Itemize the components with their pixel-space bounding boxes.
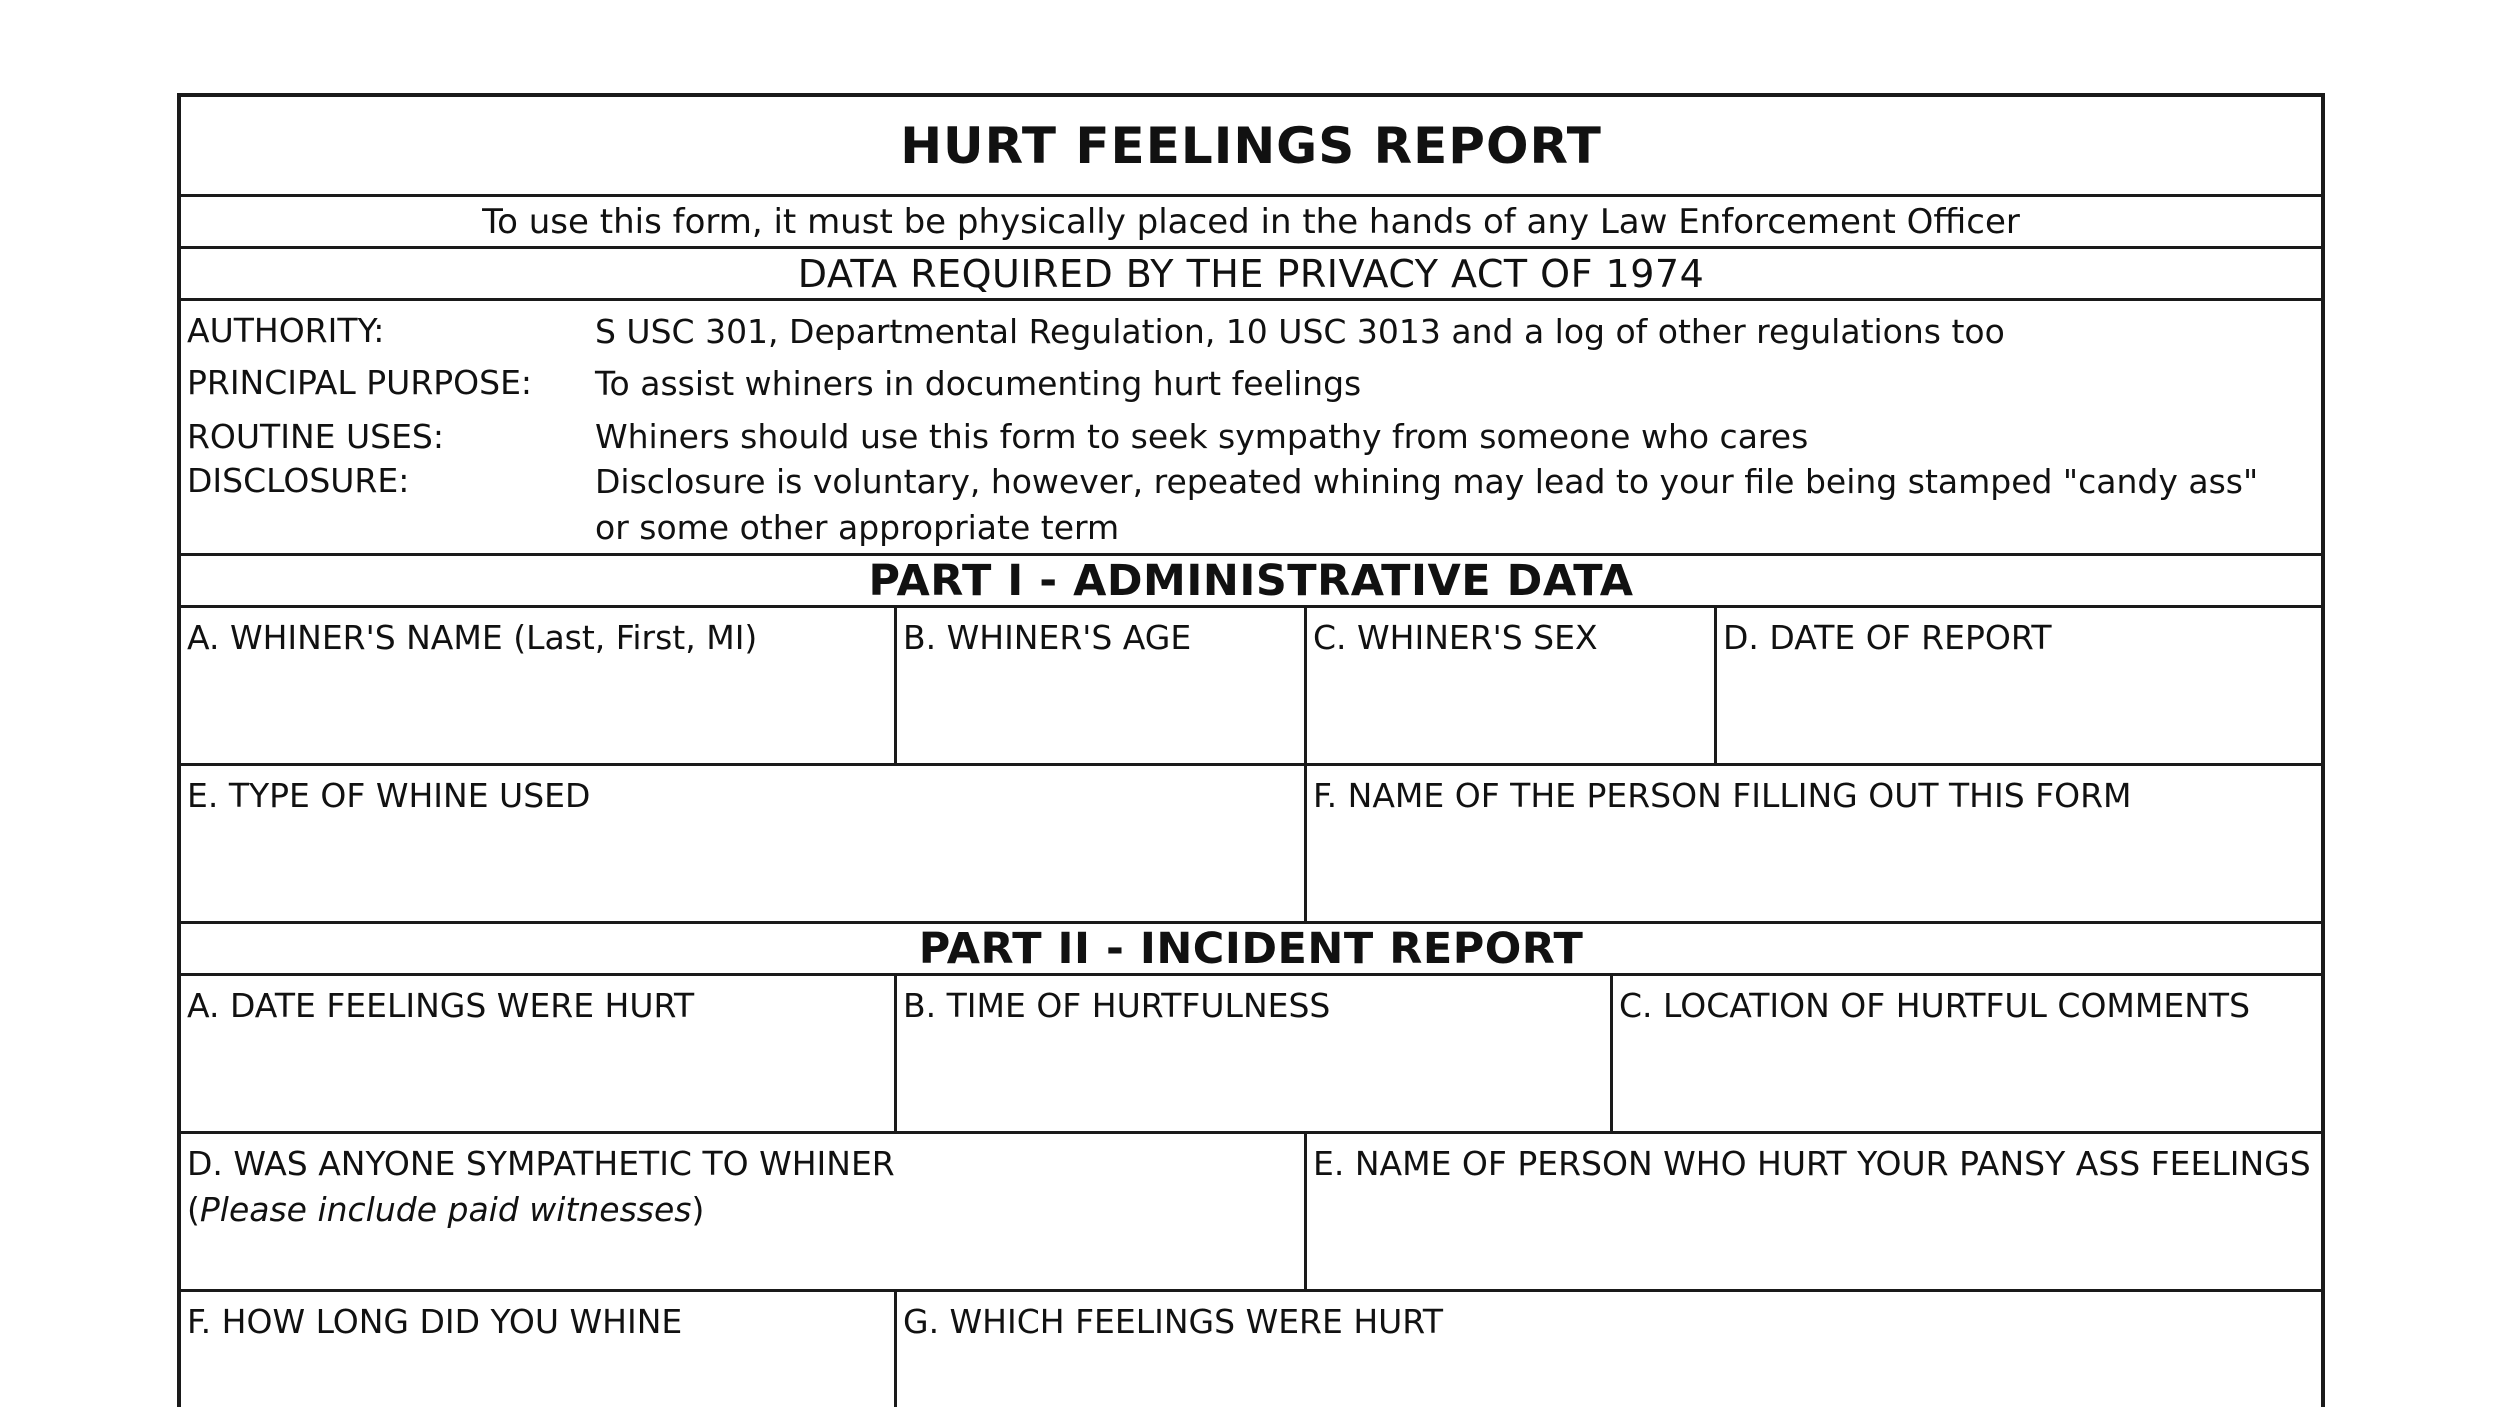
privacy-row	[181, 249, 2321, 301]
title-row	[181, 97, 2321, 197]
part1-row2	[181, 766, 2321, 924]
feelings-hurt-field[interactable]	[897, 1292, 2321, 1407]
offender-name-label: E. NAME OF PERSON WHO HURT YOUR PANSY ASS FEELINGS	[1313, 1144, 2311, 1183]
whiner-age-field[interactable]	[897, 608, 1307, 763]
part1-title: PART I - ADMINISTRATIVE DATA	[868, 555, 1634, 606]
part2-row2	[181, 1134, 2321, 1292]
privacy-statement-block	[181, 301, 2321, 556]
sympathetic-witness-field[interactable]	[181, 1134, 1307, 1289]
location-label: C. LOCATION OF HURTFUL COMMENTS	[1619, 986, 2251, 1025]
form-filler-name-label: F. NAME OF THE PERSON FILLING OUT THIS FORM	[1313, 776, 2132, 815]
part2-row3	[181, 1292, 2321, 1407]
part2-title: PART II - INCIDENT REPORT	[918, 923, 1584, 974]
sympathetic-witness-note: (Please include paid witnesses)	[187, 1190, 705, 1229]
hurt-feelings-form	[177, 93, 2325, 1407]
routine-uses-value: Whiners should use this form to seek sympathy from someone who cares	[595, 417, 1809, 456]
principal-purpose-value: To assist whiners in documenting hurt feelings	[595, 364, 1362, 403]
offender-name-field[interactable]	[1307, 1134, 2321, 1289]
privacy-act-header: DATA REQUIRED BY THE PRIVACY ACT OF 1974	[797, 251, 1705, 296]
form-filler-name-field[interactable]	[1307, 766, 2321, 921]
form-title: HURT FEELINGS REPORT	[900, 116, 1602, 175]
feelings-hurt-label: G. WHICH FEELINGS WERE HURT	[903, 1302, 1443, 1341]
whine-duration-field[interactable]	[181, 1292, 897, 1407]
date-of-report-label: D. DATE OF REPORT	[1723, 618, 2052, 657]
whiner-age-label: B. WHINER'S AGE	[903, 618, 1192, 657]
principal-purpose-label: PRINCIPAL PURPOSE:	[187, 363, 533, 402]
date-of-report-field[interactable]	[1717, 608, 2321, 763]
date-feelings-hurt-field[interactable]	[181, 976, 897, 1131]
date-feelings-hurt-label: A. DATE FEELINGS WERE HURT	[187, 986, 695, 1025]
type-of-whine-label: E. TYPE OF WHINE USED	[187, 776, 591, 815]
time-of-hurtfulness-field[interactable]	[897, 976, 1613, 1131]
sympathetic-witness-label: D. WAS ANYONE SYMPATHETIC TO WHINER	[187, 1144, 895, 1183]
disclosure-label: DISCLOSURE:	[187, 461, 410, 500]
whiner-name-label: A. WHINER'S NAME (Last, First, MI)	[187, 618, 758, 657]
part1-header	[181, 556, 2321, 608]
part2-row1	[181, 976, 2321, 1134]
authority-value: S USC 301, Departmental Regulation, 10 USC 3013 and a log of other regulations too	[595, 312, 2005, 351]
disclosure-value: Disclosure is voluntary, however, repeated whining may lead to your file being stamped "candy ass" or some other appropriate term	[595, 462, 2259, 547]
form-instruction: To use this form, it must be physically placed in the hands of any Law Enforcement Officer	[482, 201, 2020, 242]
whiner-name-field[interactable]	[181, 608, 897, 763]
part1-row1	[181, 608, 2321, 766]
location-field[interactable]	[1613, 976, 2321, 1131]
type-of-whine-field[interactable]	[181, 766, 1307, 921]
time-of-hurtfulness-label: B. TIME OF HURTFULNESS	[903, 986, 1331, 1025]
instruction-row	[181, 197, 2321, 249]
part2-header	[181, 924, 2321, 976]
authority-label: AUTHORITY:	[187, 311, 385, 350]
whiner-sex-label: C. WHINER'S SEX	[1313, 618, 1598, 657]
whiner-sex-field[interactable]	[1307, 608, 1717, 763]
whine-duration-label: F. HOW LONG DID YOU WHINE	[187, 1302, 683, 1341]
routine-uses-label: ROUTINE USES:	[187, 417, 444, 456]
